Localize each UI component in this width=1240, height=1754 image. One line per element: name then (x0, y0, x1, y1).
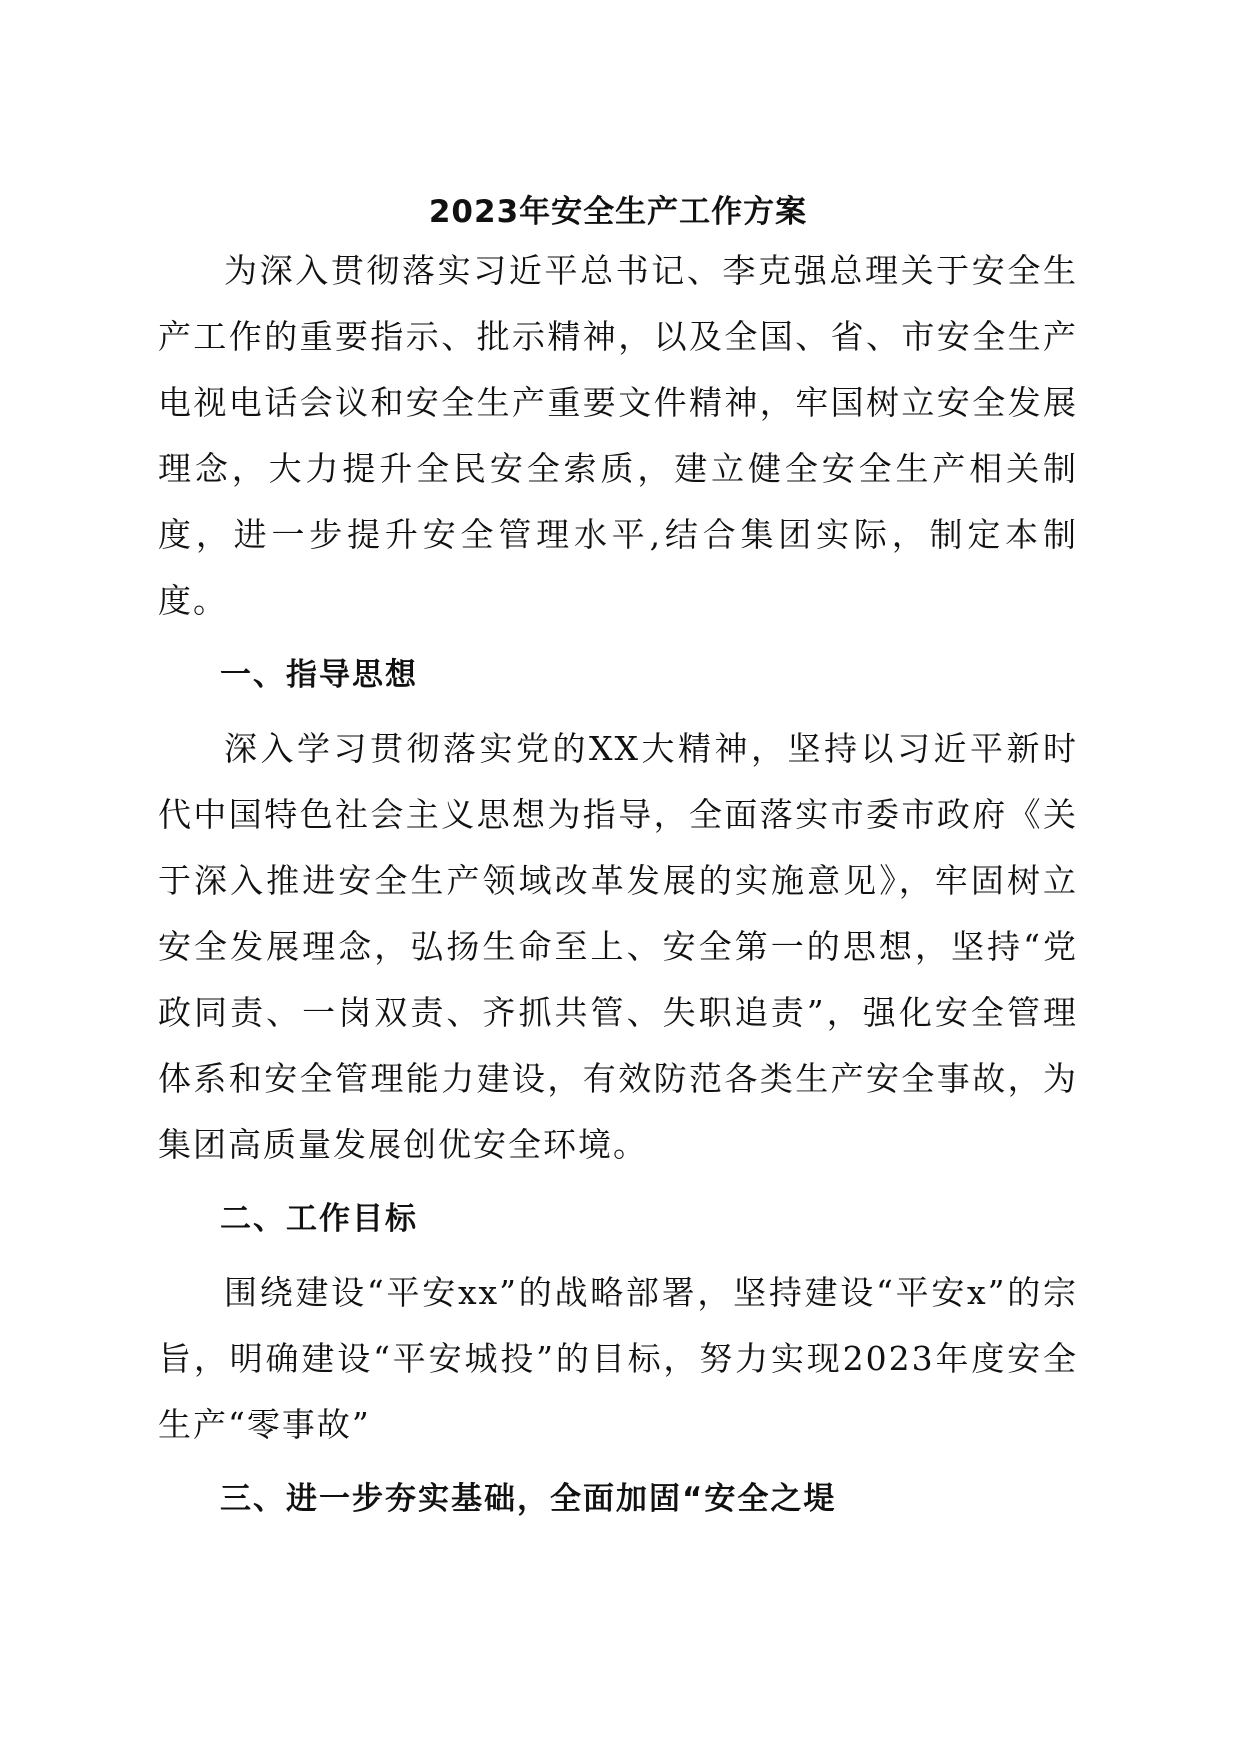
intro-paragraph: 为深入贯彻落实习近平总书记、李克强总理关于安全生产工作的重要指示、批示精神，以及全国、省、市安全生产电视电话会议和安全生产重要文件精神，牢国树立安全发展理念，大力提升全民安全索质，建立健全安全生产相关制度，进一步提升安全管理水平,结合集团实际，制定本制度。 (158, 251, 1078, 620)
document-title: 2023年安全生产工作方案 (428, 194, 808, 230)
section-heading-consolidate-foundation: 三、进一步夯实基础，全面加固“安全之堤 (220, 1481, 837, 1517)
section-heading-work-goals: 二、工作目标 (220, 1201, 418, 1237)
document-body (158, 190, 1078, 1532)
section-heading-guiding-ideology: 一、指导思想 (220, 657, 418, 693)
section-body-guiding-ideology: 深入学习贯彻落实党的XX大精神，坚持以习近平新时代中国特色社会主义思想为指导，全面落实市委市政府《关于深入推进安全生产领域改革发展的实施意见》，牢固树立安全发展理念，弘扬生命至上、安全第一的思想，坚持“党政同责、一岗双责、齐抓共管、失职追责”，强化安全管理体系和安全管理能力建设，有效防范各类生产安全事故，为集团高质量发展创优安全环境。 (158, 729, 1078, 1164)
section-body-work-goals: 围绕建设“平安xx”的战略部署，坚持建设“平安x”的宗旨，明确建设“平安城投”的目标，努力实现2023年度安全生产“零事故” (158, 1273, 1078, 1444)
